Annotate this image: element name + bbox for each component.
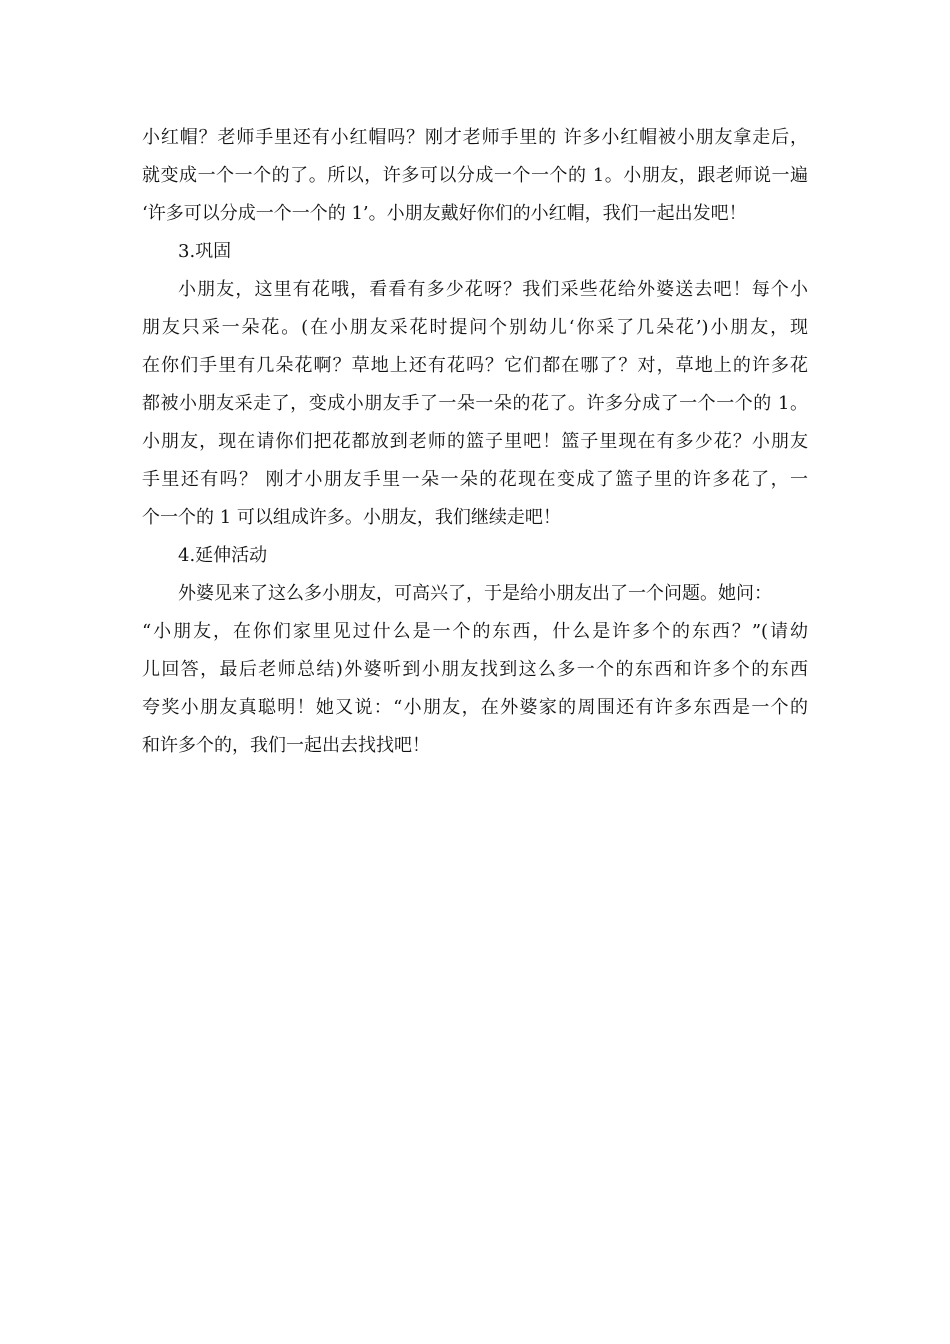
paragraph-line: 朋友只采一朵花。(在小朋友采花时提问个别幼儿‘你采了几朵花’)小朋友，现	[142, 317, 808, 338]
paragraph-line: 个一个的 1 可以组成许多。小朋友，我们继续走吧！	[142, 507, 561, 528]
document-body	[142, 119, 808, 765]
paragraph-line: 外婆见来了这么多小朋友，可高兴了，于是给小朋友出了一个问题。她问：	[178, 583, 772, 604]
paragraph-line: ‘许多可以分成一个一个的 1’。小朋友戴好你们的小红帽，我们一起出发吧！	[142, 203, 747, 224]
section-heading: 3.巩固	[178, 241, 232, 262]
paragraph-line: 手里还有吗？ 刚才小朋友手里一朵一朵的花现在变成了篮子里的许多花了，一	[142, 469, 808, 490]
paragraph-line: 儿回答，最后老师总结)外婆听到小朋友找到这么多一个的东西和许多个的东西	[142, 659, 808, 680]
paragraph-line: 夸奖小朋友真聪明！她又说：“小朋友，在外婆家的周围还有许多东西是一个的	[142, 697, 808, 718]
section-heading: 4.延伸活动	[178, 545, 268, 566]
paragraph-line: 小朋友，现在请你们把花都放到老师的篮子里吧！篮子里现在有多少花？小朋友	[142, 431, 808, 452]
paragraph-line: 在你们手里有几朵花啊？草地上还有花吗？它们都在哪了？对，草地上的许多花	[142, 355, 808, 376]
paragraph-line: 就变成一个一个的了。所以，许多可以分成一个一个的 1。小朋友，跟老师说一遍	[142, 165, 808, 186]
paragraph-line: 都被小朋友采走了，变成小朋友手了一朵一朵的花了。许多分成了一个一个的 1。	[142, 393, 808, 414]
paragraph-line: “小朋友，在你们家里见过什么是一个的东西，什么是许多个的东西？”(请幼	[142, 621, 808, 642]
paragraph-line: 和许多个的，我们一起出去找找吧！	[142, 735, 430, 756]
paragraph-line: 小红帽？老师手里还有小红帽吗？刚才老师手里的 许多小红帽被小朋友拿走后，	[142, 127, 808, 148]
paragraph-line: 小朋友，这里有花哦，看看有多少花呀？我们采些花给外婆送去吧！每个小	[178, 279, 808, 300]
